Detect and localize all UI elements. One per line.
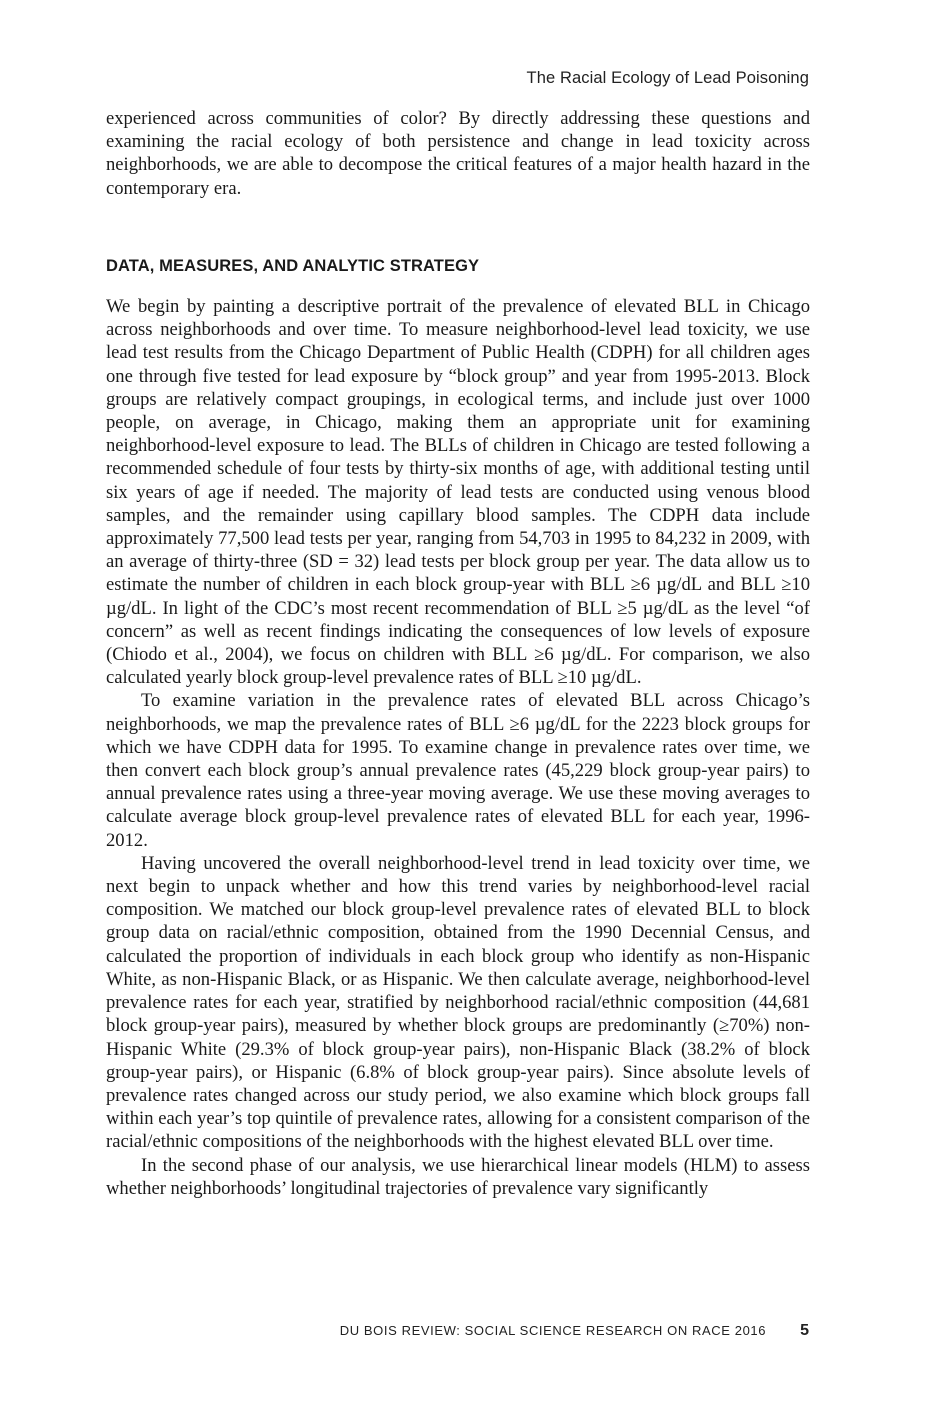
paragraph-1: We begin by painting a descriptive portrait of the prevalence of elevated BLL in Chicago across neighborhoods and over time. To measure neighborhood-level lead toxicity, we use lead test results from the Chicago Department of Public Health (CDPH) for all children ages one through five tested for lead exposure by “block group” and year from 1995-2013. Block groups are relatively compact groupings, in ecological terms, and include just over 1000 people, on average, in Chicago, making them an appropriate unit for examining neighborhood-level exposure to lead. The BLLs of children in Chicago are tested following a recommended schedule of four tests by thirty-six months of age, with additional testing until six years of age if needed. The majority of lead tests are conducted using venous blood samples, and the remainder using capillary blood samples. The CDPH data include approximately 77,500 lead tests per year, ranging from 54,703 in 1995 to 84,232 in 2009, with an average of thirty-three (SD = 32) lead tests per block group per year. The data allow us to estimate the number of children in each block group-year with BLL ≥6 µg/dL and BLL ≥10 µg/dL. In light of the CDC’s most recent recommendation of BLL ≥5 µg/dL as the level “of concern” as well as recent findings indicating the consequences of low levels of exposure (Chiodo et al., 2004), we focus on children with BLL ≥6 µg/dL. For comparison, we also calculated yearly block group-level prevalence rates of BLL ≥10 µg/dL.: [106, 296, 810, 689]
section-body: [106, 295, 810, 1200]
paragraph-4: In the second phase of our analysis, we use hierarchical linear models (HLM) to assess whether neighborhoods’ longitudinal trajectories of prevalence vary significantly: [106, 1154, 810, 1199]
paragraph-2: To examine variation in the prevalence rates of elevated BLL across Chicago’s neighborhoods, we map the prevalence rates of BLL ≥6 µg/dL for the 2223 block groups for which we have CDPH data for 1995. To examine change in prevalence rates over time, we then convert each block group’s annual prevalence rates (45,229 block group-year pairs) to annual prevalence rates using a three-year moving average. We use these moving averages to calculate average block group-level prevalence rates of elevated BLL for each year, 1996-2012.: [106, 690, 810, 851]
intro-paragraph: experienced across communities of color? By directly addressing these questions and examining the racial ecology of both persistence and change in lead toxicity across neighborhoods, we are able to decompose the critical features of a major health hazard in the contemporary era.: [106, 108, 810, 199]
journal-name: DU BOIS REVIEW: SOCIAL SCIENCE RESEARCH ON RACE 2016: [339, 1323, 767, 1338]
page-number: 5: [800, 1322, 809, 1339]
section-heading: DATA, MEASURES, AND ANALYTIC STRATEGY: [106, 257, 480, 275]
paragraph-3: Having uncovered the overall neighborhood-level trend in lead toxicity over time, we next begin to unpack whether and how this trend varies by neighborhood-level racial composition. We matched our block group-level prevalence rates of elevated BLL to block group data on racial/ethnic composition, obtained from the 1990 Decennial Census, and calculated the proportion of individuals in each block group who identify as non-Hispanic White, as non-Hispanic Black, or as Hispanic. We then calculate average, neighborhood-level prevalence rates for each year, stratified by neighborhood racial/ethnic composition (44,681 block group-year pairs), measured by whether block groups are predominantly (≥70%) non-Hispanic White (29.3% of block group-year pairs), non-Hispanic Black (38.2% of block group-year pairs), or Hispanic (6.8% of block group-year pairs). Since absolute levels of prevalence rates changed across our study period, we also examine which block groups fall within each year’s top quintile of prevalence rates, allowing for a consistent comparison of the racial/ethnic compositions of the neighborhoods with the highest elevated BLL over time.: [106, 852, 810, 1153]
intro-block: [106, 107, 810, 200]
page-footer: [340, 1322, 809, 1340]
running-head: The Racial Ecology of Lead Poisoning: [526, 69, 809, 87]
